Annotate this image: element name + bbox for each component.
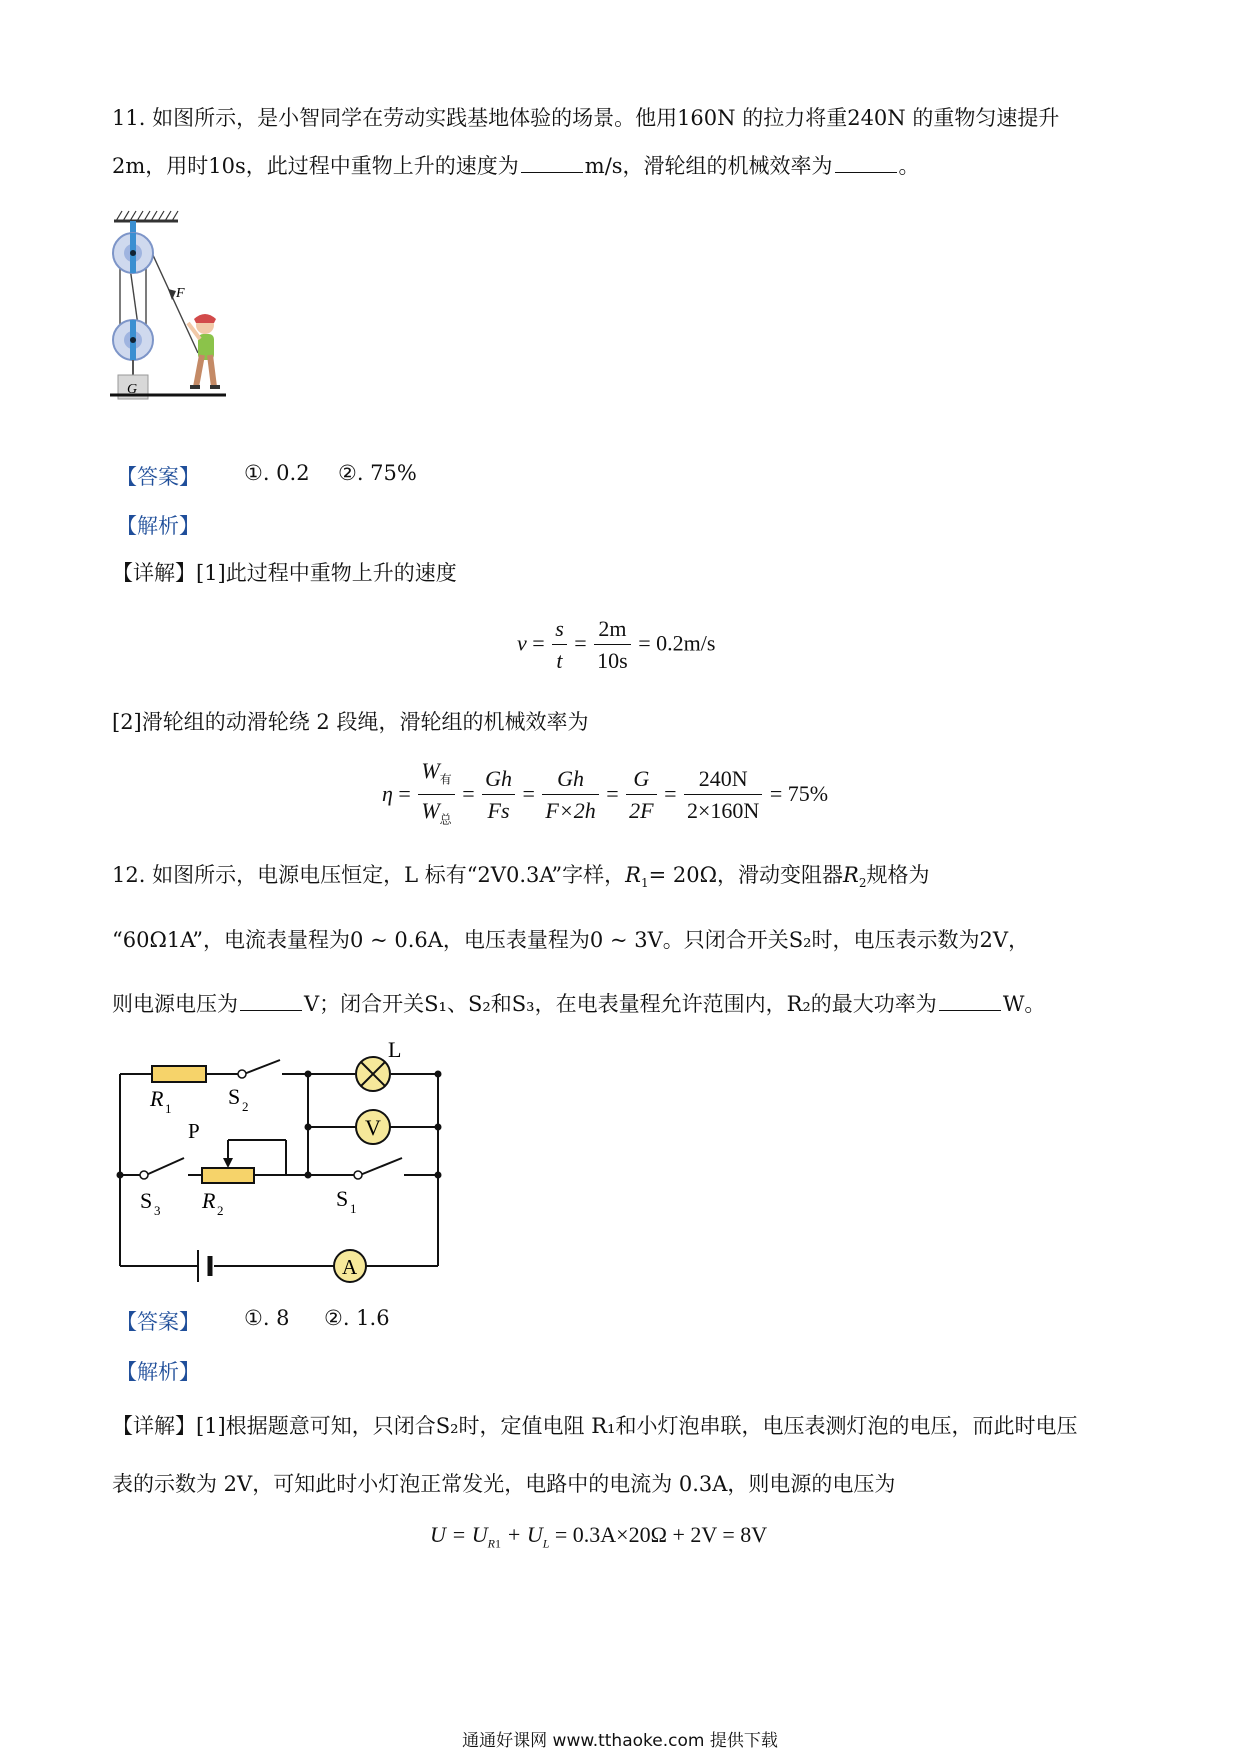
q11-pulley-figure: [110, 205, 260, 435]
S2-label: S: [228, 1084, 241, 1109]
svg-text:1: 1: [165, 1101, 172, 1116]
q11-answer-tag: 【答案】: [116, 465, 200, 489]
svg-text:1: 1: [350, 1201, 357, 1216]
q12-stem-line3: 则电源电压为 V；闭合开关S₁、S₂和S₃，在电表量程允许范围内，R₂的最大功率为 W。: [112, 992, 1046, 1016]
q12-detail-1: [112, 1411, 1077, 1441]
q11-stem-line1: 11. 如图所示，是小智同学在劳动实践基地体验的场景。他用160N 的拉力将重240N 的重物匀速提升: [112, 106, 1060, 130]
ammeter-label: A: [342, 1255, 358, 1279]
q12-answer-1: ①. 8: [244, 1306, 290, 1330]
q12-answer-tag: 【答案】: [116, 1310, 200, 1334]
q11-stem-text-b: m/s，滑轮组的机械效率为: [584, 154, 833, 178]
svg-text:2: 2: [242, 1099, 249, 1114]
page-footer: 通通好课网 www.tthaoke.com 提供下载: [462, 1731, 778, 1751]
R2-label: R: [202, 1188, 216, 1213]
S3-label: S: [140, 1188, 153, 1213]
q11-equation-velocity: v = $\frac{s}{t}$ = $\frac{2m}{10s}$ = 0.2m/s: [517, 616, 716, 673]
R1-label: R: [150, 1086, 164, 1111]
q12-detail-tag: 【详解】: [112, 1414, 196, 1438]
voltmeter-label: V: [365, 1115, 381, 1140]
q12-stem-line1: 12. 如图所示，电源电压恒定，L 标有“2V0.3A”字样，$R_1= 20\Omega$，滑动变阻器$R_2$规格为: [112, 863, 930, 891]
q12-answer-2: ②. 1.6: [324, 1306, 390, 1330]
q11-stem-line2: [112, 151, 920, 181]
force-label: F: [176, 286, 185, 301]
q12-circuit-diagram: [110, 1040, 450, 1310]
S1-label: S: [336, 1186, 349, 1211]
q12-equation-voltage: $U = U_{R1} + U_L = 0.3A\times 20\Omega + 2V = 8V$: [430, 1522, 768, 1551]
q11-equation-efficiency: η = $\frac{W_有}{W_总}$ = $\frac{Gh}{Fs}$ = $\frac{Gh}{F\times 2h}$ = $\frac{G}{2F}$ = $\frac{240N}{2\times 160N}$ = 75%: [382, 758, 829, 827]
q12-stem-line2: “60Ω1A”，电流表量程为0 ~ 0.6A，电压表量程为0 ~ 3V。只闭合开关S₂时，电压表示数为2V，: [112, 928, 1030, 952]
q12-detail-1-text: [1]根据题意可知，只闭合S₂时，定值电阻 R₁和小灯泡串联，电压表测灯泡的电压，而此时电压: [196, 1414, 1078, 1438]
q11-detail-2: [2]滑轮组的动滑轮绕 2 段绳，滑轮组的机械效率为: [112, 710, 589, 734]
q11-analysis-tag: 【解析】: [116, 514, 200, 538]
q11-answer-2: ②. 75%: [338, 461, 417, 485]
slider-P-label: P: [188, 1119, 200, 1143]
q11-detail-tag: 【详解】: [112, 561, 196, 585]
resistor-R2: [202, 1168, 254, 1183]
q11-answer-1: ①. 0.2: [244, 461, 310, 485]
resistor-R1: [152, 1066, 206, 1082]
lamp-label: L: [388, 1040, 402, 1062]
q11-detail-1-text: [1]此过程中重物上升的速度: [196, 561, 457, 585]
q12-detail-2: 表的示数为 2V，可知此时小灯泡正常发光，电路中的电流为 0.3A，则电源的电压为: [112, 1472, 896, 1496]
person-illustration: [188, 314, 220, 389]
q12-analysis-tag: 【解析】: [116, 1360, 200, 1384]
q11-stem-text-c: 。: [898, 154, 920, 178]
q12-blank-1: [240, 990, 302, 1011]
q11-blank-2: [835, 152, 897, 173]
weight-label: G: [127, 382, 138, 397]
q11-blank-1: [521, 152, 583, 173]
q11-stem-text-a: 2m，用时10s，此过程中重物上升的速度为: [112, 154, 519, 178]
q12-blank-2: [939, 990, 1001, 1011]
svg-text:2: 2: [217, 1203, 224, 1218]
q11-detail-1: [112, 558, 457, 588]
svg-text:3: 3: [154, 1203, 161, 1218]
